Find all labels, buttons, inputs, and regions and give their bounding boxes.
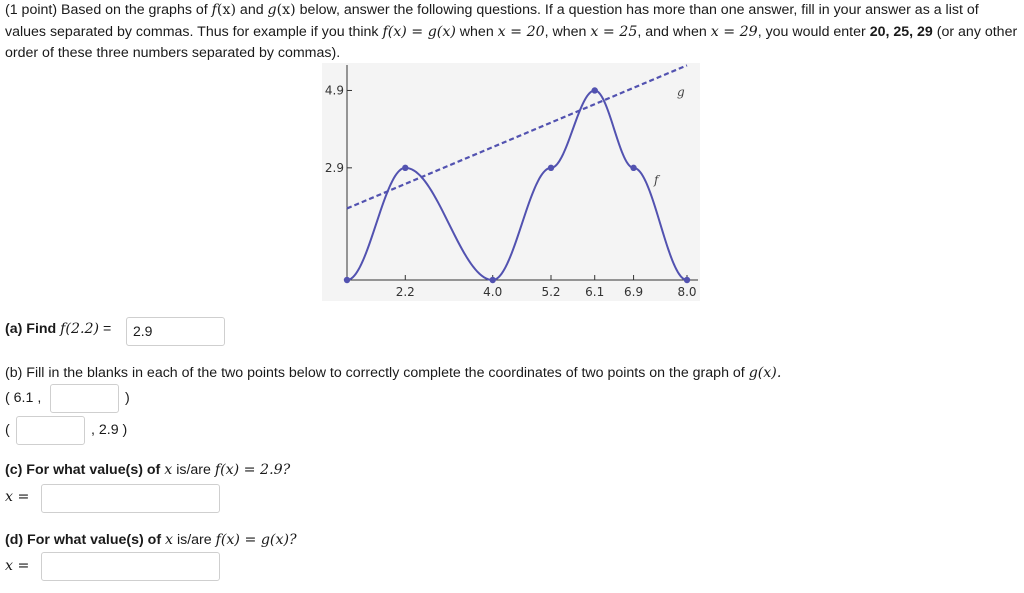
x-tick-label: 2.2 (395, 285, 415, 299)
point2-x-input[interactable] (16, 416, 85, 445)
question-c-label: (c) For what value(s) of (5, 462, 165, 478)
question-c-expr: f(x) = 2.9? (214, 462, 291, 478)
problem-intro (5, 0, 1021, 65)
function-graph (322, 63, 700, 301)
f-symbol: f (211, 2, 217, 18)
question-a-expr: f(2.2) (60, 321, 100, 337)
f-arg: (x) (216, 2, 236, 18)
answer-a-input[interactable]: 2.9 (126, 317, 225, 346)
intro-and: and (235, 2, 268, 18)
question-d (5, 532, 297, 548)
point1-open: ( 6.1 , (5, 390, 42, 406)
intro-when2: , when (544, 23, 591, 40)
question-d-expr: f(x) = g(x)? (215, 532, 297, 548)
question-c-mid: is/are (172, 462, 215, 478)
axis-ticks (325, 83, 697, 299)
x-tick-label: 6.1 (585, 285, 605, 299)
point2-close: , 2.9 ) (91, 422, 128, 438)
g-arg: (x) (276, 2, 296, 18)
x-tick-label: 4.0 (483, 285, 503, 299)
point1-close: ) (125, 390, 130, 406)
example-x2: x = 25 (590, 23, 638, 40)
f-points (344, 87, 690, 283)
x-tick-label: 8.0 (677, 285, 697, 299)
f-data-point (344, 277, 350, 283)
point2-open: ( (5, 422, 10, 438)
y-tick-label: 2.9 (324, 160, 344, 175)
f-data-point (592, 87, 598, 93)
g-symbol: g (267, 2, 277, 18)
question-d-label: (d) For what value(s) of (5, 532, 166, 548)
question-a-label: (a) Find (5, 321, 61, 337)
intro-instructions: below, answer the following questions. If a question has more than one answer, fill in your answer as a list of values separated by commas. Thus for example if you think (5, 2, 979, 40)
example-equation: f(x) = g(x) (382, 23, 456, 40)
answer-d-input[interactable] (41, 552, 220, 581)
question-d-mid: is/are (173, 532, 216, 548)
question-d-x-equals: x = (5, 558, 30, 574)
example-x3: x = 29 (710, 23, 758, 40)
graph-panel (322, 63, 700, 301)
x-tick-label: 6.9 (624, 285, 644, 299)
f-data-point (490, 277, 496, 283)
question-a-equals: = (99, 321, 112, 337)
question-c (5, 462, 290, 478)
intro-when: when (455, 23, 498, 40)
question-b (5, 365, 781, 381)
intro-order: (or any other order of these three numbers separated by commas). (5, 23, 1018, 61)
example-answer: 20, 25, 29 (869, 23, 933, 40)
answer-c-input[interactable] (41, 484, 220, 513)
f-data-point (402, 165, 408, 171)
question-b-expr: g(x). (748, 365, 782, 381)
f-data-point (684, 277, 690, 283)
intro-when3: , and when (637, 23, 711, 40)
f-label: f (654, 173, 659, 187)
question-d-var: x (165, 532, 174, 548)
g-label: g (677, 85, 685, 99)
g-series-line (347, 65, 687, 208)
f-series-line (347, 90, 687, 280)
example-x1: x = 20 (497, 23, 545, 40)
point1-y-input[interactable] (50, 384, 119, 413)
x-tick-label: 5.2 (541, 285, 561, 299)
question-c-var: x (164, 462, 173, 478)
f-data-point (630, 165, 636, 171)
intro-enter: , you would enter (757, 23, 870, 40)
question-a (5, 321, 111, 337)
question-b-label: (b) Fill in the blanks in each of the two points below to correctly complete the coordinates of two points on the graph of (5, 365, 749, 381)
y-tick-label: 4.9 (324, 83, 344, 98)
f-data-point (548, 165, 554, 171)
question-c-x-equals: x = (5, 489, 30, 505)
intro-text: (1 point) Based on the graphs of (5, 2, 212, 18)
